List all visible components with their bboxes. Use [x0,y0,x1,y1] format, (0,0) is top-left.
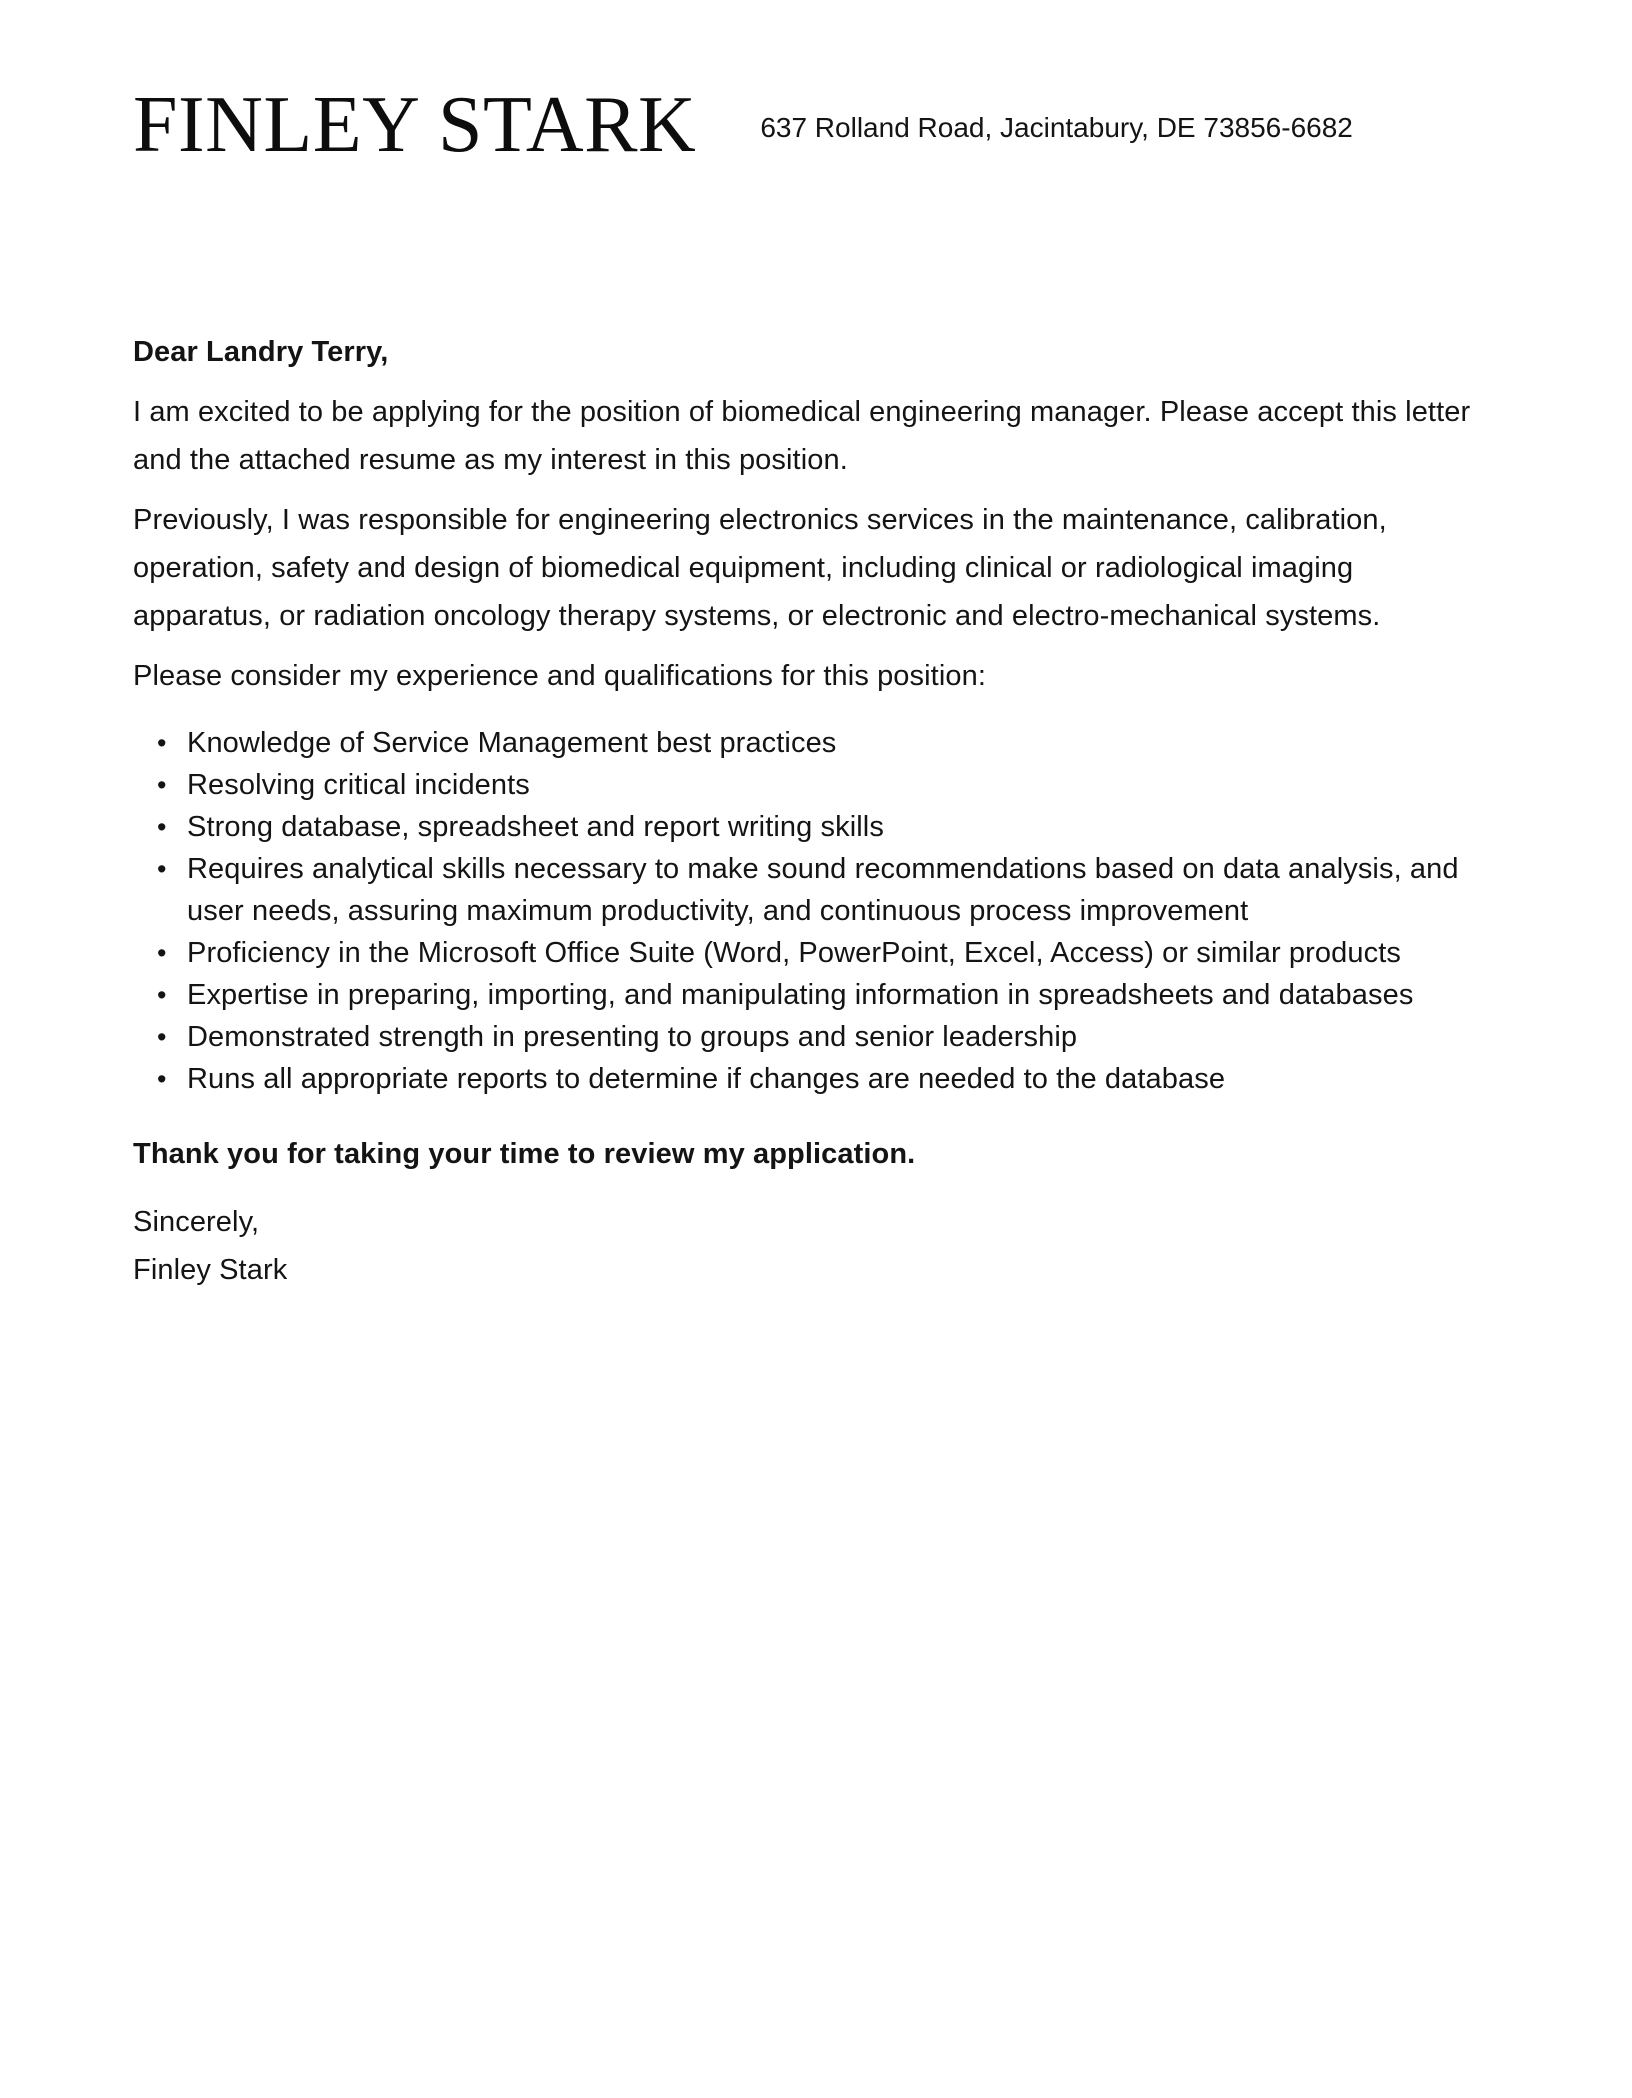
qualification-item: • Expertise in preparing, importing, and manipulating information in spreadsheets and databases [187,974,1495,1016]
signoff-block [133,1198,1495,1294]
qualification-item: • Demonstrated strength in presenting to groups and senior leadership [187,1016,1495,1058]
qualification-item: • Requires analytical skills necessary to make sound recommendations based on data analysis, and user needs, assuring maximum productivity, and continuous process improvement [187,848,1495,932]
signature-name: Finley Stark [133,1254,288,1286]
salutation: Dear Landry Terry, [133,336,389,368]
qualification-item: • Strong database, spreadsheet and report writing skills [187,806,1495,848]
paragraph-lead-in: Please consider my experience and qualifications for this position: [133,660,986,692]
letterhead [133,81,1500,169]
paragraph-experience: Previously, I was responsible for engineering electronics services in the maintenance, calibration, operation, safety and design of biomedical equipment, including clinical or radiological imaging apparatus, or radiation oncology therapy systems, or electronic and electro-mechanical systems. [133,504,1387,632]
qualification-item: • Proficiency in the Microsoft Office Suite (Word, PowerPoint, Excel, Access) or similar products [187,932,1495,974]
paragraph-intro: I am excited to be applying for the position of biomedical engineering manager. Please accept this letter and the attached resume as my interest in this position. [133,396,1471,476]
sender-address: 637 Rolland Road, Jacintabury, DE 73856-6682 [760,112,1353,144]
letter-body [133,328,1495,1294]
qualification-item: • Knowledge of Service Management best practices [187,722,1495,764]
qualification-item: • Resolving critical incidents [187,764,1495,806]
sender-name: FINLEY STARK [133,81,697,169]
signoff: Sincerely, [133,1206,260,1238]
qualifications-list [133,722,1495,1100]
closing-line: Thank you for taking your time to review my application. [133,1138,916,1170]
qualification-item: • Runs all appropriate reports to determine if changes are needed to the database [187,1058,1495,1100]
